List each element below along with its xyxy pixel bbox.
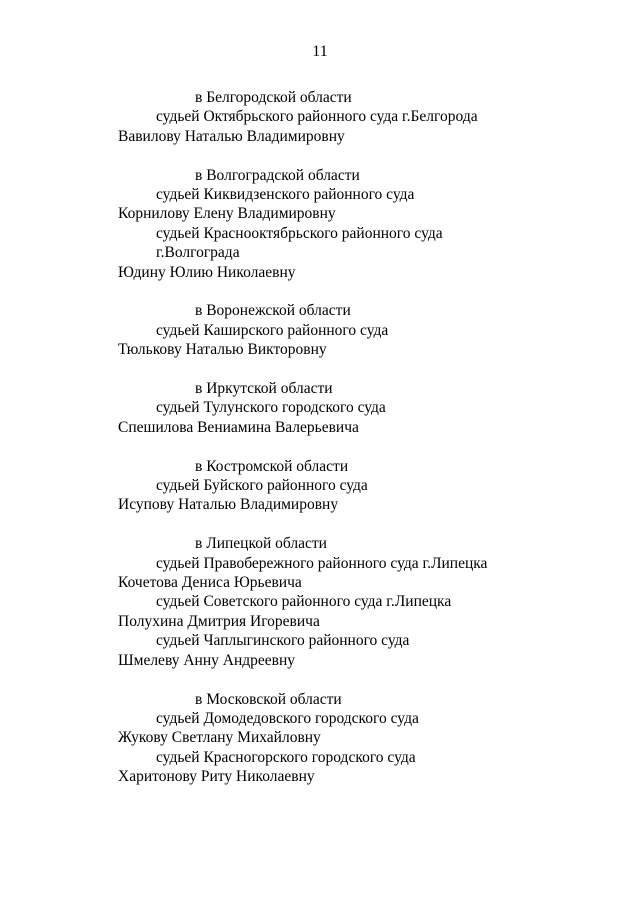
section-spacer [118, 670, 618, 689]
document-body [118, 88, 618, 787]
region-section [118, 88, 618, 146]
judge-name: Спешилова Вениамина Валерьевича [118, 418, 359, 436]
region-heading: в Воронежской области [195, 302, 351, 320]
region-section [118, 379, 618, 437]
court-line: судьей Октябрьского районного суда г.Белгорода [156, 108, 478, 126]
court-line: судьей Домодедовского городского суда [156, 709, 419, 727]
court-line: судьей Киквидзенского районного суда [156, 186, 415, 204]
region-section [118, 690, 618, 787]
region-section [118, 457, 618, 515]
court-line-continuation: г.Волгограда [156, 244, 240, 262]
region-heading: в Московской области [195, 690, 342, 708]
court-line: судьей Чаплыгинского районного суда [156, 632, 410, 650]
judge-name: Вавилову Наталью Владимировну [118, 127, 345, 145]
page-number: 11 [312, 43, 328, 60]
section-spacer [118, 360, 618, 379]
court-line: судьей Красногорского городского суда [156, 748, 416, 766]
section-spacer [118, 437, 618, 456]
judge-name: Тюлькову Наталью Викторовну [118, 341, 327, 359]
judge-name: Исупову Наталью Владимировну [118, 496, 339, 514]
judge-name: Кочетова Дениса Юрьевича [118, 574, 302, 592]
judge-name: Корнилову Елену Владимировну [118, 205, 336, 223]
region-section [118, 301, 618, 359]
judge-name: Полухина Дмитрия Игоревича [118, 612, 320, 630]
court-line: судьей Каширского районного суда [156, 321, 389, 339]
court-line: судьей Советского районного суда г.Липецка [156, 593, 452, 611]
section-spacer [118, 146, 618, 165]
region-heading: в Белгородской области [195, 89, 352, 106]
court-line: судьей Тулунского городского суда [156, 399, 386, 417]
region-heading: в Волгоградской области [195, 166, 360, 184]
judge-name: Юдину Юлию Николаевну [118, 263, 296, 281]
section-spacer [118, 282, 618, 301]
region-heading: в Липецкой области [195, 535, 327, 553]
court-line: судьей Буйского районного суда [156, 477, 368, 495]
region-heading: в Иркутской области [195, 380, 333, 398]
judge-name: Шмелеву Анну Андреевну [118, 651, 296, 669]
region-heading: в Костромской области [195, 457, 349, 475]
region-section [118, 166, 618, 282]
court-line: судьей Правобережного районного суда г.Липецка [156, 554, 488, 572]
judge-name: Жукову Светлану Михайловну [118, 729, 321, 747]
section-spacer [118, 515, 618, 534]
court-line: судьей Краснооктябрьского районного суда [156, 224, 443, 242]
region-section [118, 534, 618, 670]
judge-name: Харитонову Риту Николаевну [118, 768, 315, 786]
